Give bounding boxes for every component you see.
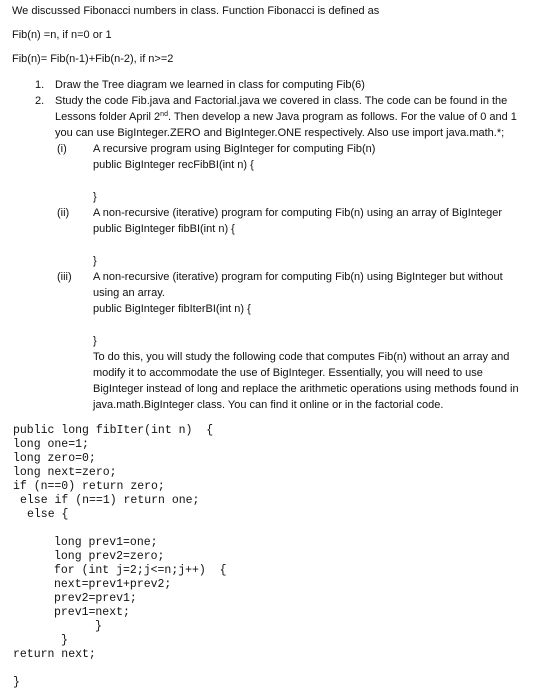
sub-item-3-signature: public BigInteger fibIterBI(int n) { — [93, 303, 251, 315]
intro-line-3: Fib(n)= Fib(n-1)+Fib(n-2), if n>=2 — [12, 53, 174, 65]
sub-item-3-close-brace: } — [93, 335, 97, 347]
code-return-line: return next; — [13, 648, 96, 661]
instruction-paragraph-line-4: java.math.BigInteger class. You can find it online or in the factorial code. — [93, 399, 444, 411]
code-close-brace: } — [13, 676, 20, 689]
code-line: long next=zero; — [13, 466, 117, 479]
sub-item-1-label: (i) — [57, 143, 67, 155]
code-line: for (int j=2;j<=n;j++) { — [54, 564, 227, 577]
intro-line-1: We discussed Fibonacci numbers in class. Function Fibonacci is defined as — [12, 5, 380, 17]
sub-item-1-line-1: A recursive program using BigInteger for computing Fib(n) — [93, 143, 376, 155]
code-line: prev2=prev1; — [54, 592, 137, 605]
list-number-1: 1. — [35, 79, 45, 91]
sub-item-2-signature: public BigInteger fibBI(int n) { — [93, 223, 235, 235]
code-line: else if (n==1) return one; — [20, 494, 200, 507]
sub-item-2-line-1: A non-recursive (iterative) program for computing Fib(n) using an array of BigInteger — [93, 207, 503, 219]
intro-line-2: Fib(n) =n, if n=0 or 1 — [12, 29, 112, 41]
sub-item-3-label: (iii) — [57, 271, 72, 283]
instruction-paragraph-line-2: modify it to accommodate the use of BigInteger. Essentially, you will need to use — [93, 367, 483, 379]
sub-item-3-line-2: using an array. — [93, 287, 165, 299]
instruction-paragraph-line-3: BigInteger instead of long and replace the arithmetic operations using methods found in — [93, 383, 519, 395]
sub-item-2-close-brace: } — [93, 255, 97, 267]
code-line: if (n==0) return zero; — [13, 480, 165, 493]
code-line: else { — [27, 508, 69, 521]
code-line: prev1=next; — [54, 606, 130, 619]
code-line: long prev2=zero; — [54, 550, 165, 563]
sub-item-2-label: (ii) — [57, 207, 70, 219]
list-item-2-line-2: Lessons folder April 2nd. Then develop a new Java program as follows. For the value of 0 and 1 — [55, 111, 517, 123]
code-method-signature: public long fibIter(int n) { — [13, 424, 214, 437]
list-number-2: 2. — [35, 95, 45, 107]
code-close-brace: } — [61, 634, 68, 647]
ordinal-superscript: nd — [160, 111, 168, 118]
instruction-paragraph-line-1: To do this, you will study the following code that computes Fib(n) without an array and — [93, 351, 510, 363]
list-item-2-line-3: you can use BigInteger.ZERO and BigInteger.ONE respectively. Also use import java.math.*; — [55, 127, 505, 139]
code-line: long zero=0; — [13, 452, 96, 465]
sub-item-3-line-1: A non-recursive (iterative) program for computing Fib(n) using BigInteger but without — [93, 271, 503, 283]
sub-item-1-close-brace: } — [93, 191, 97, 203]
list-item-2-line-1: Study the code Fib.java and Factorial.java we covered in class. The code can be found in the — [55, 95, 508, 107]
sub-item-1-signature: public BigInteger recFibBI(int n) { — [93, 159, 254, 171]
code-line: long prev1=one; — [54, 536, 158, 549]
code-line: next=prev1+prev2; — [54, 578, 172, 591]
list-item-1: Draw the Tree diagram we learned in class for computing Fib(6) — [55, 79, 365, 91]
code-line: long one=1; — [13, 438, 89, 451]
code-close-brace: } — [95, 620, 102, 633]
